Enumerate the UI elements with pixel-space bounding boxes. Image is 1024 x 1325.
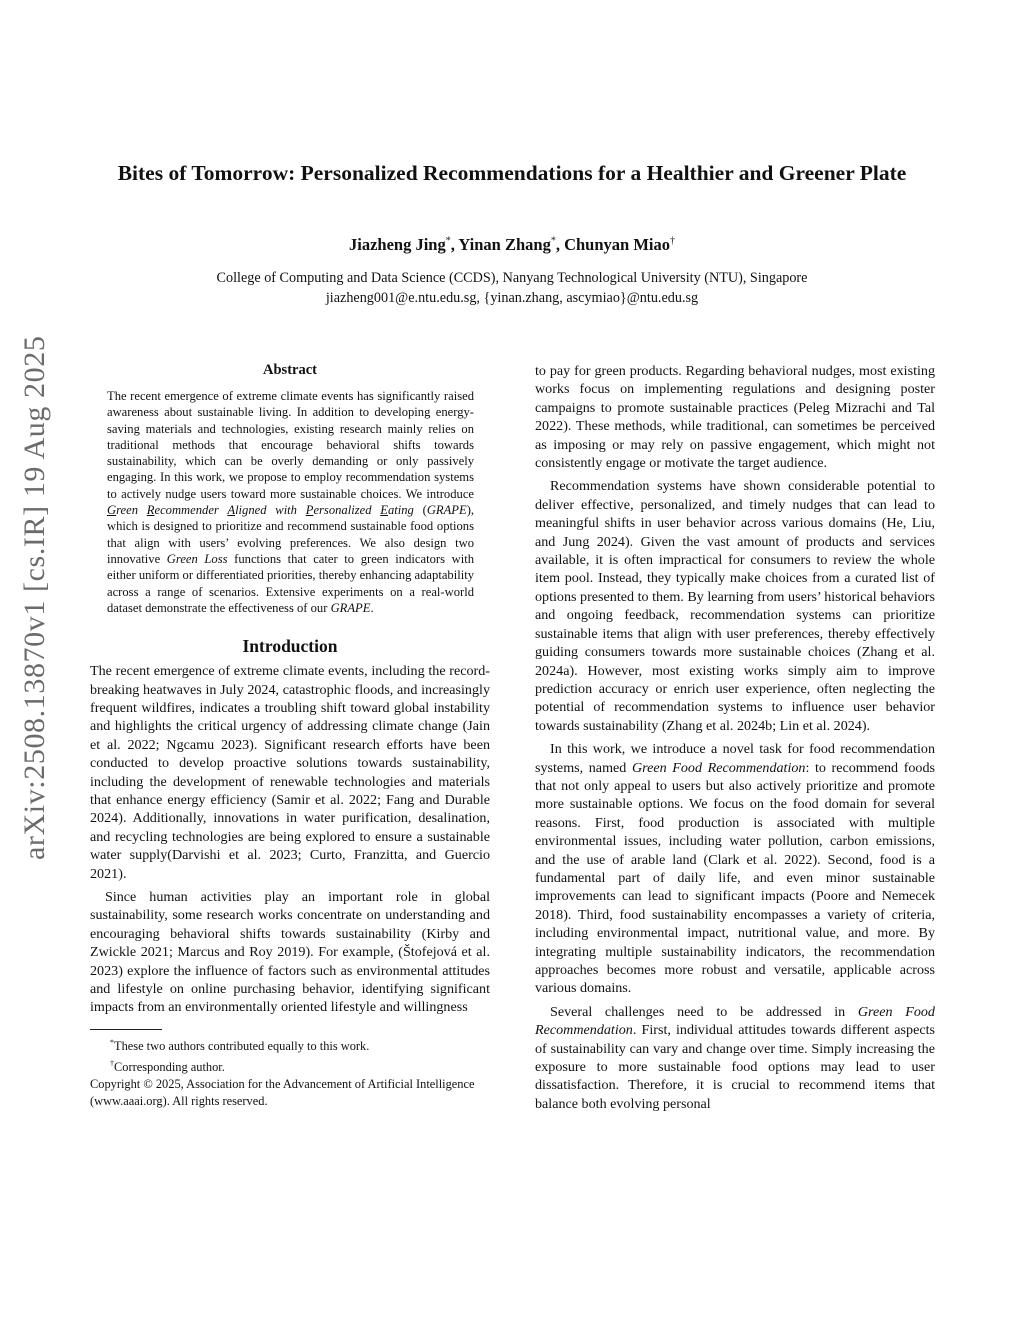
paper-title: Bites of Tomorrow: Personalized Recommendations for a Healthier and Greener Plate <box>117 161 907 185</box>
footnote-text: Corresponding author. <box>114 1060 225 1075</box>
author-list <box>60 235 964 255</box>
footnote-mark: * <box>110 1037 114 1047</box>
author-mark: * <box>445 235 451 247</box>
right-column <box>535 362 935 1113</box>
acronym-letter: R <box>146 503 155 518</box>
green-loss-term: Green Loss <box>166 551 228 566</box>
acronym-letter: E <box>380 503 388 518</box>
intro-paragraph: Since human activities play an important role in global sustainability, some research works concentrate on understanding and encouraging behavioral shifts towards sustainability (Kirby and Zwickle 2021; Marcus and Roy 2019). For example, (Štofejová et al. 2023) explore the influence of factors such as environmental attitudes and lifestyle on online purchasing behavior, identifying significant impacts from an environmentally oriented lifestyle and willingness <box>90 889 490 1016</box>
left-column <box>90 362 490 1110</box>
footnote-text: These two authors contributed equally to this work. <box>114 1039 370 1053</box>
author-separator: , <box>450 235 459 254</box>
author-mark: † <box>670 235 675 247</box>
intro-paragraph: to pay for green products. Regarding behavioral nudges, most existing works focus on implementing regulations and designing poster campaigns to promote sustainable practices (Peleg Mizrachi and Tal 2022). These methods, while traditional, can sometimes be perceived as imposing or may rely on passive engagement, which might not consistently engage or motivate the target audience. <box>535 363 935 472</box>
introduction-heading: Introduction <box>242 636 338 657</box>
author-separator: , <box>555 235 565 254</box>
intro-paragraph <box>535 740 935 998</box>
abstract-part: ), which is designed to prioritize and recommend sustainable food options that align with users’ evolving preferences. We also design two innovative <box>107 503 475 566</box>
abstract-part: The recent emergence of extreme climate events has significantly raised awareness about sustainable living. In addition to developing energy-saving materials and technologies, existing research mainly relies on traditional methods that encourage behavioral shifts towards sustainability, which can be overly demanding or only passively engaging. In this work, we propose to employ recommendation systems to actively nudge users toward more sustainable choices. We introduce <box>107 389 474 501</box>
name-part: ecommender <box>154 503 228 518</box>
author-name: Chunyan Miao <box>564 235 670 254</box>
name-part: ating <box>387 503 414 518</box>
intro-paragraph: The recent emergence of extreme climate events, including the record-breaking heatwaves in July 2024, catastrophic floods, and increasingly frequent wildfires, indicates a troubling shift toward global instability and highlights the critical urgency of addressing climate change (Jain et al. 2022; Ngcamu 2023). Significant research efforts have been conducted to develop proactive solutions towards sustainability, including the development of renewable technologies and materials that enhance energy efficiency (Samir et al. 2022; Fang and Durable 2024). Additionally, innovations in water purification, desalination, and recycling technologies are being explored to ensure a sustainable water supply(Darvishi et al. 2023; Curto, Franzitta, and Guercio 2021). <box>90 663 490 882</box>
acronym-letter: P <box>305 503 314 518</box>
affiliation: College of Computing and Data Science (CCDS), Nanyang Technological University (NTU), Singapore <box>216 270 808 286</box>
name-part: reen <box>116 503 147 518</box>
paragraph-part: : to recommend foods that not only appeal to users but also actively prioritize and promote more sustainable options. We focus on the food domain for several reasons. First, food production is associated with multiple environmental issues, including water pollution, carbon emissions, and the use of arable land (Clark et al. 2022). Second, food is a fundamental part of daily life, and even minor sustainable improvements can lead to significant impacts (Poore and Nemecek 2018). Third, food sustainability encompasses a variety of criteria, including environmental impact, nutritional value, and more. By integrating multiple sustainability indicators, the recommendation approaches becomes more robust and versatile, applicable across various domains. <box>535 759 936 997</box>
intro-paragraph <box>535 1003 935 1113</box>
author-mark: * <box>550 235 556 247</box>
task-name: Green Food Recommendation <box>535 1003 935 1039</box>
abstract-text <box>107 388 474 616</box>
acronym-letter: A <box>227 503 236 518</box>
arxiv-identifier: arXiv:2508.13870v1 [cs.IR] 19 Aug 2025 <box>18 335 51 860</box>
author-name: Yinan Zhang <box>458 235 551 254</box>
footnote-rule <box>90 1029 162 1030</box>
method-full-name <box>107 503 414 517</box>
affiliation-block <box>60 268 964 308</box>
footnote-corresponding <box>90 1055 490 1076</box>
intro-paragraph: Recommendation systems have shown considerable potential to deliver effective, personalized, and timely nudges that can lead to meaningful shifts in user behavior across various domains (He, Liu, and Jung 2024). Given the vast amount of products and services available, it is often impractical for consumers to review the whole item pool. Instead, they typically make choices from a curated list of options presented to them. By learning from users’ historical behaviors and ongoing feedback, recommendation systems can prioritize sustainable items that align with user preferences, thereby effectively guiding consumers towards more sustainable choices (Zhang et al. 2024a). However, most existing works simply aim to improve prediction accuracy or enrich user experience, often neglecting the potential of recommendation systems to influence user behavior towards sustainability (Zhang et al. 2024b; Lin et al. 2024). <box>535 478 935 734</box>
paragraph-part: Several challenges need to be addressed in <box>550 1003 858 1020</box>
task-name: Green Food Recommendation <box>631 759 806 776</box>
footnote-equal-contribution <box>90 1034 490 1055</box>
abstract-heading: Abstract <box>263 362 317 378</box>
acronym-letter: G <box>107 503 117 518</box>
abstract-part: ( <box>413 503 427 518</box>
copyright-notice: Copyright © 2025, Association for the Advancement of Artificial Intelligence (www.aaai.org). All rights reserved. <box>90 1077 475 1109</box>
author-name: Jiazheng Jing <box>348 235 446 254</box>
abstract-part: functions that cater to green indicators with either uniform or differentiated priorities, thereby enhancing adaptability across a range of scenarios. Extensive experiments on a real-world dataset demonstrate the effectiveness of our <box>107 551 474 615</box>
method-acronym: GRAPE <box>330 600 371 615</box>
method-acronym: GRAPE <box>426 503 467 518</box>
abstract-part: . <box>370 600 374 615</box>
name-part: ersonalized <box>313 503 381 518</box>
paragraph-part: In this work, we introduce a novel task for food recommendation systems, named <box>535 741 935 776</box>
name-part: ligned with <box>235 503 306 518</box>
author-emails: jiazheng001@e.ntu.edu.sg, {yinan.zhang, ascymiao}@ntu.edu.sg <box>325 290 699 306</box>
footnote-mark: † <box>110 1059 114 1068</box>
paragraph-part: . First, individual attitudes towards different aspects of sustainability can vary and change over time. Simply increasing the exposure to more sustainable food options may lead to user dissatisfaction. Therefore, it is crucial to recommend items that balance both evolving personal <box>535 1022 935 1112</box>
